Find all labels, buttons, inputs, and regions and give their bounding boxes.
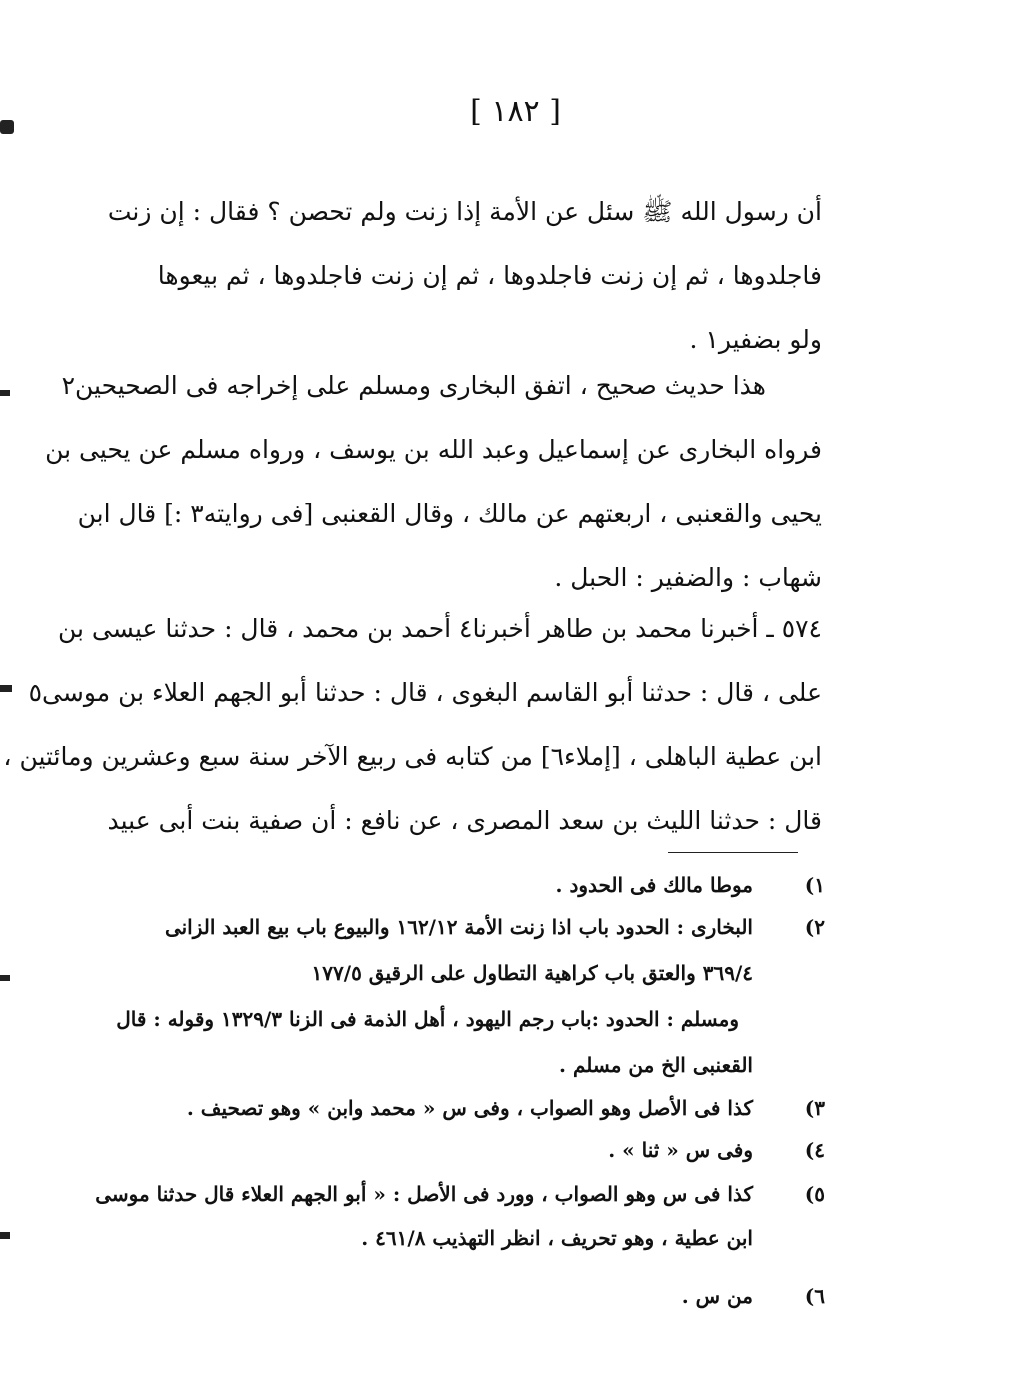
paragraph-3 — [3, 597, 822, 853]
footnote-3 — [80, 1088, 825, 1128]
footnote-number: ٢) — [804, 915, 825, 939]
footnotes — [80, 866, 825, 1324]
body-line: قال : حدثنا الليث بن سعد المصرى ، عن نافع : أن صفية بنت أبى عبيد — [107, 806, 822, 835]
body-line: هذا حديث صحيح ، اتفق البخارى ومسلم على إخراجه فى الصحيحين٢ — [61, 371, 766, 400]
footnote-line: القعنبى الخ من مسلم . — [559, 1053, 753, 1077]
scan-mark — [0, 1232, 10, 1239]
footnote-line: ٣٦٩/٤ والعتق باب كراهية التطاول على الرقيق ١٧٧/٥ — [311, 961, 753, 985]
footnote-5 — [80, 1172, 825, 1260]
footnote-number: ١) — [804, 873, 825, 897]
body-line: ابن عطية الباهلى ، [إملاء٦] من كتابه فى ربيع الآخر سنة سبع وعشرين ومائتين ، — [3, 742, 822, 771]
body-line: فرواه البخارى عن إسماعيل وعبد الله بن يوسف ، ورواه مسلم عن يحيى بن — [45, 435, 822, 464]
body-line: يحيى والقعنبى ، اربعتهم عن مالك ، وقال القعنبى [فى روايته٣ :] قال ابن — [77, 499, 822, 528]
footnote-text — [80, 904, 753, 1088]
footnote-6 — [80, 1268, 825, 1324]
footnote-line: كذا فى س وهو الصواب ، وورد فى الأصل : « أبو الجهم العلاء قال حدثنا موسى — [95, 1182, 753, 1206]
body-line: فاجلدوها ، ثم إن زنت فاجلدوها ، ثم إن زنت فاجلدوها ، ثم بيعوها — [157, 261, 822, 290]
body-line: أن رسول الله ﷺ سئل عن الأمة إذا زنت ولم تحصن ؟ فقال : إن زنت — [107, 197, 822, 226]
footnote-line: ومسلم : الحدود :باب رجم اليهود ، أهل الذمة فى الزنا ١٣٢٩/٣ وقوله : قال — [116, 1007, 739, 1031]
footnote-number: ٦) — [804, 1284, 825, 1308]
paragraph-1 — [96, 180, 822, 372]
footnote-4 — [80, 1128, 825, 1172]
page-number: [ ١٨٢ ] — [470, 94, 561, 129]
footnote-text: وفى س « ثنا » . — [608, 1138, 753, 1162]
footnote-text — [80, 1172, 753, 1260]
footnote-number: ٤) — [804, 1138, 825, 1162]
scan-mark — [0, 685, 12, 692]
body-line: شهاب : والضفير : الحبل . — [554, 563, 822, 592]
body-line: ولو بضفير١ . — [689, 325, 822, 354]
scan-mark — [0, 975, 10, 981]
footnote-line: ابن عطية ، وهو تحريف ، انظر التهذيب ٤٦١/٨ . — [361, 1226, 753, 1250]
footnote-number: ٣) — [804, 1096, 825, 1120]
body-line: ٥٧٤ ـ أخبرنا محمد بن طاهر أخبرنا٤ أحمد بن محمد ، قال : حدثنا عيسى بن — [57, 614, 822, 643]
paragraph-2 — [45, 354, 822, 610]
footnote-text: من س . — [681, 1284, 753, 1308]
footnote-number: ٥) — [804, 1182, 825, 1206]
body-line: على ، قال : حدثنا أبو القاسم البغوى ، قال : حدثنا أبو الجهم العلاء بن موسى٥ — [28, 678, 822, 707]
footnote-line: البخارى : الحدود باب اذا زنت الأمة ١٦٢/١٢ والبيوع باب بيع العبد الزانى — [164, 915, 753, 939]
scan-mark — [0, 390, 10, 396]
footnote-separator — [668, 852, 798, 853]
footnote-1 — [80, 866, 825, 904]
footnote-text: موطا مالك فى الحدود . — [555, 873, 753, 897]
footnote-2 — [80, 904, 825, 1088]
footnote-text: كذا فى الأصل وهو الصواب ، وفى س « محمد وابن » وهو تصحيف . — [186, 1096, 753, 1120]
